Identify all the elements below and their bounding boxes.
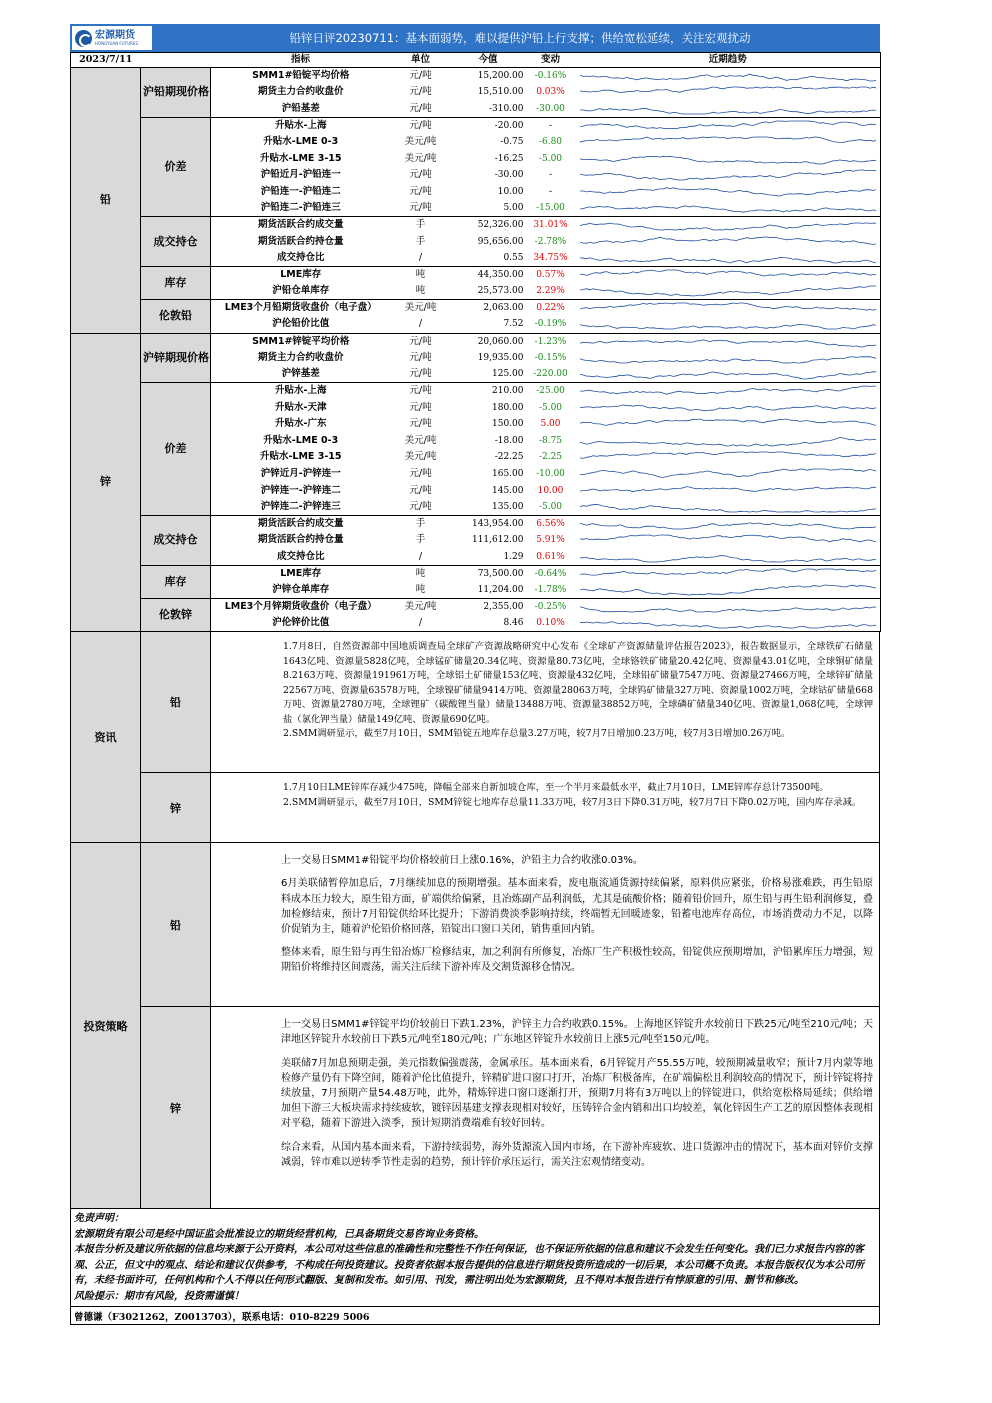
indicator-unit: 美元/吨 (404, 451, 437, 463)
indicator-value: 135.00 (451, 499, 526, 516)
trend-sparkline (576, 333, 881, 350)
indicator-change: -1.78% (526, 582, 576, 599)
indicator-change: 0.10% (526, 615, 576, 632)
col-unit: 单位 (391, 53, 451, 68)
strategy-lead-text (211, 843, 879, 1006)
indicator-value: 145.00 (492, 485, 524, 496)
trend-sparkline (576, 532, 881, 549)
trend-sparkline (576, 101, 881, 118)
indicator-change: - (548, 186, 553, 197)
indicator-value: 10.00 (497, 186, 524, 197)
indicator-change: -2.78% (534, 236, 567, 247)
indicator-change: -15.00 (526, 200, 576, 217)
indicator-value: 5.00 (451, 200, 526, 217)
indicator-value: 2,355.00 (483, 602, 524, 613)
indicator-change: -6.80 (538, 137, 563, 148)
indicator-name: SMM1#锌锭平均价格 (252, 335, 350, 347)
indicator-value: 20,060.00 (477, 336, 524, 347)
strategy-paragraph: 上一交易日SMM1#锌锭平均价较前日下跌1.23%，沪锌主力合约收跌0.15%。上海地区锌锭升水较前日下跌25元/吨至210元/吨；天津地区锌锭升水较前日下跌5元/吨至180元/吨；广东地区锌锭升水较前日上涨5元/吨至150元/吨。 (281, 1019, 873, 1046)
table-row (71, 300, 881, 317)
trend-sparkline (576, 366, 881, 383)
logo-text: 宏源期货 (95, 30, 135, 41)
group-label: 沪锌期现价格 (141, 333, 211, 383)
strategy-paragraph: 6月美联储暂停加息后，7月继续加息的预期增强。基本面来看，废电瓶流通货源持续偏紧，原料供应紧张，价格易涨难跌，再生铅原料成本压力较大，原生铅方面，矿端供给偏紧，且冶炼副产品利润低，尤其是硫酸价格；随着铅价回升，原生铅与再生铅利润修复，叠加检修结束，预计7月铅锭供给环比提升；下游消费淡季影响持续，终端暂无回暖迹象，铅蓄电池库存高位，市场消费动力不足，以降价促销为主，随着沪伦铅价格回落，铅锭出口窗口关闭，销售重回内销。 (281, 878, 873, 935)
group-label: 库存 (141, 565, 211, 598)
indicator-change: -10.00 (536, 469, 565, 480)
indicator-value: 143,954.00 (471, 519, 524, 530)
trend-sparkline (576, 283, 881, 300)
indicator-unit: 元/吨 (409, 385, 432, 397)
table-row (71, 217, 881, 234)
indicator-name: 升贴水-LME 0-3 (263, 136, 339, 148)
disclaimer-line2: 本报告分析及建议所依据的信息均来源于公开资料，本公司对这些信息的准确性和完整性不作任何保证，也不保证所依据的信息和建议不会发生任何变化。我们已力求报告内容的客观、公正，但文中的观点、结论和建议仅供参考，不构成任何投资建议。投资者依据本报告提供的信息进行期货投资所造成的一切后果，本公司概不负责。本报告版权仅为本公司所有，未经书面许可，任何机构和个人不得以任何形式翻版、复制和发布。如引用、刊发，需注明出处为宏源期货，且不得对本报告进行有悖原意的引用、删节和修改。 (74, 1244, 864, 1287)
report-header (70, 24, 880, 52)
indicator-unit: 元/吨 (409, 484, 432, 496)
report-date: 2023/7/11 (71, 53, 141, 68)
indicator-name: 沪锌近月-沪锌连一 (260, 468, 341, 480)
indicator-value: 2,063.00 (483, 303, 524, 314)
indicator-value: 165.00 (492, 469, 524, 480)
indicator-change: - (548, 170, 553, 181)
indicator-unit: 手 (415, 219, 426, 231)
indicator-name: 期货主力合约收盘价 (257, 86, 344, 98)
strategy-category: 投资策略 (71, 843, 141, 1208)
indicator-change: -0.64% (534, 568, 567, 579)
indicator-name: LME3个月铅期货收盘价（电子盘） (224, 302, 377, 314)
indicator-change: -0.16% (534, 71, 567, 82)
indicator-value: 180.00 (492, 402, 524, 413)
indicator-change: -30.00 (526, 101, 576, 118)
indicator-change: -5.00 (538, 153, 563, 164)
indicator-name: 期货活跃合约成交量 (257, 219, 344, 231)
indicator-value: 52,326.00 (477, 220, 524, 231)
indicator-name: 期货活跃合约持仓量 (257, 534, 344, 546)
indicator-value: 150.00 (492, 419, 524, 430)
indicator-value: 0.55 (451, 250, 526, 267)
indicator-change: -220.00 (526, 366, 576, 383)
col-indicator: 指标 (211, 53, 391, 68)
indicator-unit: 元/吨 (391, 366, 451, 383)
indicator-name: 沪铅基差 (211, 101, 391, 118)
company-logo (72, 26, 152, 50)
indicator-change: 0.57% (536, 270, 565, 281)
strategy-paragraph: 整体来看，原生铅与再生铅冶炼厂检修结束，加之利润有所修复，冶炼厂生产积极性较高，铅锭供应预期增加，沪铅累库压力增强，短期铅价将维持区间震荡，需关注后续下游补库及交割货源移仓情况。 (281, 947, 873, 974)
indicator-change: -0.15% (534, 352, 567, 363)
indicator-value: 25,573.00 (451, 283, 526, 300)
trend-sparkline (576, 582, 881, 599)
indicator-change: -25.00 (536, 386, 565, 397)
indicator-change: -5.00 (538, 402, 563, 413)
trend-sparkline (576, 416, 881, 433)
indicator-name: 沪伦铅价比值 (211, 316, 391, 333)
col-trend: 近期趋势 (576, 53, 881, 68)
group-label: 伦敦锌 (141, 599, 211, 632)
indicator-name: 沪铅仓单库存 (211, 283, 391, 300)
indicator-name: LME3个月锌期货收盘价（电子盘） (224, 601, 377, 613)
indicator-change: 31.01% (533, 220, 568, 231)
trend-sparkline (576, 599, 881, 616)
category-label: 铅 (71, 68, 141, 334)
indicator-value: 11,204.00 (451, 582, 526, 599)
indicator-value: 73,500.00 (477, 568, 524, 579)
group-label: 成交持仓 (141, 516, 211, 566)
group-label: 库存 (141, 267, 211, 300)
info-lead-label: 铅 (141, 632, 211, 772)
indicator-unit: / (391, 250, 451, 267)
indicator-unit: 美元/吨 (404, 302, 437, 314)
indicator-unit: 美元/吨 (404, 152, 437, 164)
data-table (70, 52, 881, 632)
trend-sparkline (576, 217, 881, 234)
report-title: 铅锌日评20230711：基本面弱势，难以提供沪铅上行支撑；供给宽松延续，关注宏观扰动 (289, 31, 751, 45)
report-page (70, 24, 880, 1325)
indicator-value: -0.75 (500, 137, 524, 148)
group-label: 价差 (141, 117, 211, 217)
indicator-name: 升贴水-上海 (275, 385, 327, 397)
zinc-section (71, 333, 881, 632)
indicator-unit: 手 (415, 534, 426, 546)
group-label: 伦敦铅 (141, 300, 211, 333)
info-lead-text: 1.7月8日，自然资源部中国地质调查局全球矿产资源战略研究中心发布《全球矿产资源储量评估报告2023》，报告数据显示，全球铁矿石储量1643亿吨、资源量5828亿吨，全球锰矿储量20.34亿吨、资源量80.73亿吨，全球铬铁矿储量20.42亿吨、资源量43.01亿吨，全球铜矿储量8.2163万吨、资源量191961万吨，全球铝土矿储量153亿吨、资源量432亿吨，全球铅矿储量7547万吨、资源量27466万吨，全球锌矿储量22567万吨、资源量63578万吨，全球镍矿储量9414万吨、资源量28063万吨，全球钨矿储量327万吨、资源量1002万吨，全球钴矿储量668万吨、资源量2780万吨，全球锂矿（碳酸锂当量）储量13488万吨、资源量38852万吨，全球磷矿储量340亿吨、资源量1,068亿吨，全球钾盐（氯化钾当量）储量149亿吨、资源量690亿吨。 2.SMM调研显示，截至7月10日，SMM铅锭五地库存总量3.27万吨，较7月7日增加0.23万吨，较7月3日增加0.26万吨。 (283, 641, 873, 740)
strategy-zinc-text (211, 1007, 879, 1208)
trend-sparkline (576, 117, 881, 134)
indicator-value: 15,510.00 (477, 87, 524, 98)
indicator-change: 0.61% (526, 549, 576, 566)
table-row (71, 117, 881, 134)
trend-sparkline (576, 383, 881, 400)
group-label: 沪铅期现价格 (141, 68, 211, 118)
indicator-change: 10.00 (537, 485, 564, 496)
strategy-lead-row (141, 843, 879, 1006)
indicator-value: -310.00 (451, 101, 526, 118)
indicator-name: 成交持仓比 (211, 549, 391, 566)
col-change: 变动 (526, 53, 576, 68)
indicator-name: 沪锌基差 (211, 366, 391, 383)
analyst-contact: 曾德谦（F3021262，Z0013703），联系电话：010-8229 5006 (70, 1307, 880, 1325)
indicator-name: LME库存 (280, 567, 322, 579)
strategy-section (70, 843, 880, 1209)
indicator-value: 8.46 (451, 615, 526, 632)
indicator-change: -8.75 (538, 435, 563, 446)
trend-sparkline (576, 433, 881, 450)
indicator-name: 沪铅连二-沪铅连三 (211, 200, 391, 217)
trend-sparkline (576, 233, 881, 250)
trend-sparkline (576, 200, 881, 217)
trend-sparkline (576, 300, 881, 317)
indicator-change: 6.56% (536, 519, 565, 530)
indicator-unit: 手 (415, 235, 426, 247)
indicator-unit: 元/吨 (409, 401, 432, 413)
indicator-unit: / (391, 615, 451, 632)
indicator-change: -5.00 (526, 499, 576, 516)
indicator-unit: 元/吨 (391, 499, 451, 516)
col-value: 今值 (451, 53, 526, 68)
table-row (71, 565, 881, 582)
indicator-value: -16.25 (494, 153, 524, 164)
indicator-name: 升贴水-LME 3-15 (259, 152, 342, 164)
indicator-change: 5.00 (540, 419, 561, 430)
indicator-change: -0.25% (534, 602, 567, 613)
info-zinc-label: 锌 (141, 773, 211, 842)
indicator-value: 15,200.00 (477, 71, 524, 82)
trend-sparkline (576, 466, 881, 483)
info-section (70, 632, 880, 843)
trend-sparkline (576, 316, 881, 333)
trend-sparkline (576, 134, 881, 151)
indicator-value: -18.00 (494, 435, 524, 446)
category-label: 锌 (71, 333, 141, 632)
table-row (71, 68, 881, 85)
indicator-unit: 元/吨 (409, 418, 432, 430)
indicator-unit: 元/吨 (409, 86, 432, 98)
indicator-change: 0.22% (536, 303, 565, 314)
indicator-change: - (548, 120, 553, 131)
indicator-value: -30.00 (494, 170, 524, 181)
group-label: 成交持仓 (141, 217, 211, 267)
indicator-unit: 吨 (415, 269, 426, 281)
indicator-value: 19,935.00 (477, 352, 524, 363)
logo-icon (75, 30, 92, 47)
trend-sparkline (576, 167, 881, 184)
indicator-unit: 元/吨 (409, 468, 432, 480)
table-row (71, 516, 881, 533)
strategy-paragraph: 上一交易日SMM1#铅锭平均价格较前日上涨0.16%，沪铅主力合约收涨0.03%。 (281, 855, 643, 867)
trend-sparkline (576, 250, 881, 267)
indicator-unit: 元/吨 (409, 70, 432, 82)
indicator-unit: 元/吨 (409, 119, 432, 131)
risk-warning: 风险提示：期市有风险，投资需谨慎！ (74, 1290, 244, 1302)
indicator-name: SMM1#铅锭平均价格 (252, 70, 350, 82)
trend-sparkline (576, 615, 881, 632)
table-row (71, 383, 881, 400)
indicator-value: 95,656.00 (477, 236, 524, 247)
indicator-value: -20.00 (494, 120, 524, 131)
indicator-name: 期货活跃合约成交量 (257, 518, 344, 530)
indicator-unit: 手 (415, 518, 426, 530)
indicator-unit: 吨 (415, 567, 426, 579)
indicator-value: 125.00 (451, 366, 526, 383)
disclaimer (70, 1209, 880, 1307)
indicator-unit: 元/吨 (409, 351, 432, 363)
indicator-unit: 美元/吨 (404, 601, 437, 613)
indicator-value: 44,350.00 (477, 270, 524, 281)
indicator-name: 沪铅近月-沪铅连一 (260, 169, 341, 181)
trend-sparkline (576, 499, 881, 516)
strategy-zinc-row (141, 1006, 879, 1208)
indicator-unit: 吨 (391, 582, 451, 599)
strategy-lead-label: 铅 (141, 843, 211, 1006)
indicator-name: 升贴水-广东 (275, 418, 327, 430)
trend-sparkline (576, 516, 881, 533)
indicator-name: 升贴水-天津 (275, 401, 327, 413)
indicator-name: 沪锌仓单库存 (211, 582, 391, 599)
indicator-unit: 美元/吨 (404, 136, 437, 148)
indicator-name: 沪锌连一-沪锌连二 (260, 484, 341, 496)
trend-sparkline (576, 399, 881, 416)
indicator-unit: 吨 (391, 283, 451, 300)
indicator-unit: / (391, 549, 451, 566)
trend-sparkline (576, 350, 881, 367)
indicator-name: 期货主力合约收盘价 (257, 351, 344, 363)
trend-sparkline (576, 84, 881, 101)
indicator-change: 0.03% (536, 87, 565, 98)
trend-sparkline (576, 482, 881, 499)
indicator-name: 沪伦锌价比值 (211, 615, 391, 632)
indicator-change: 34.75% (526, 250, 576, 267)
info-lead-row (141, 632, 879, 772)
indicator-name: 沪锌连二-沪锌连三 (211, 499, 391, 516)
disclaimer-title: 免责声明： (74, 1213, 124, 1225)
indicator-unit: 元/吨 (409, 185, 432, 197)
lead-section (71, 68, 881, 334)
strategy-zinc-label: 锌 (141, 1007, 211, 1208)
indicator-name: 沪铅连一-沪铅连二 (260, 185, 341, 197)
indicator-unit: / (391, 316, 451, 333)
indicator-unit: 元/吨 (409, 169, 432, 181)
indicator-change: 2.29% (526, 283, 576, 300)
indicator-change: -2.25 (538, 452, 563, 463)
trend-sparkline (576, 184, 881, 201)
table-row (71, 333, 881, 350)
indicator-unit: 美元/吨 (404, 434, 437, 446)
strategy-paragraph: 综合来看，从国内基本面来看，下游持续弱势，海外货源流入国内市场，在下游补库疲软、进口货源冲击的情况下，基本面对锌价支撑减弱，锌市难以逆转季节性走弱的趋势，预计锌价承压运行，需关注宏观情绪变动。 (281, 1141, 873, 1168)
logo-subtext: HONGYUAN FUTURES (95, 41, 138, 46)
info-zinc-row (141, 772, 879, 842)
group-label: 价差 (141, 383, 211, 516)
indicator-value: 210.00 (492, 386, 524, 397)
indicator-unit: 元/吨 (409, 335, 432, 347)
indicator-name: 期货活跃合约持仓量 (257, 235, 344, 247)
indicator-unit: 元/吨 (391, 200, 451, 217)
indicator-value: -22.25 (494, 452, 524, 463)
indicator-name: 升贴水-上海 (275, 119, 327, 131)
trend-sparkline (576, 549, 881, 566)
indicator-name: 升贴水-LME 3-15 (259, 451, 342, 463)
disclaimer-line1: 宏源期货有限公司是经中国证监会批准设立的期货经营机构，已具备期货交易咨询业务资格。 (74, 1228, 484, 1240)
table-row (71, 267, 881, 284)
trend-sparkline (576, 449, 881, 466)
indicator-change: -0.19% (526, 316, 576, 333)
indicator-value: 7.52 (451, 316, 526, 333)
indicator-name: 成交持仓比 (211, 250, 391, 267)
trend-sparkline (576, 68, 881, 85)
trend-sparkline (576, 565, 881, 582)
strategy-paragraph: 美联储7月加息预期走强，美元指数偏强震荡，金属承压。基本面来看，6月锌锭月产55.55万吨，较预期减量收窄；预计7月内蒙等地检修产量仍有下降空间，随着沪伦比值提升，锌精矿进口窗口打开，冶炼厂积极备库，在矿端偏松且利润较高的情况下，预计锌锭将持续放量，7月预期产量54.48万吨，此外，精炼锌进口窗口逐渐打开，预期7月将有3万吨以上的锌锭进口，供给宽松格局延续；供给增加但下游三大板块需求持续疲软，镀锌因基建支撑表现相对较好，压铸锌合金内销和出口均较差，氧化锌因生产工艺的原因整体表现相对平稳，随着下游进入淡季，预计短期消费端难有较好回转。 (281, 1057, 873, 1130)
table-header-row (71, 53, 881, 68)
indicator-name: 升贴水-LME 0-3 (263, 434, 339, 446)
info-zinc-text: 1.7月10日LME锌库存减少475吨，降幅全部来自新加坡仓库，至一个半月来最低水平，截止7月10日，LME锌库存总计73500吨。 2.SMM调研显示，截至7月10日，SMM锌锭七地库存总量11.33万吨，较7月3日下降0.31万吨，较7月7日下降0.02万吨，国内库存录减。 (283, 782, 862, 808)
trend-sparkline (576, 267, 881, 284)
indicator-name: LME库存 (280, 269, 322, 281)
indicator-change: 5.91% (536, 535, 565, 546)
indicator-value: 1.29 (451, 549, 526, 566)
indicator-value: 111,612.00 (471, 535, 524, 546)
indicator-unit: 元/吨 (391, 101, 451, 118)
trend-sparkline (576, 150, 881, 167)
table-row (71, 599, 881, 616)
indicator-change: -1.23% (534, 336, 567, 347)
info-category: 资讯 (71, 632, 141, 842)
